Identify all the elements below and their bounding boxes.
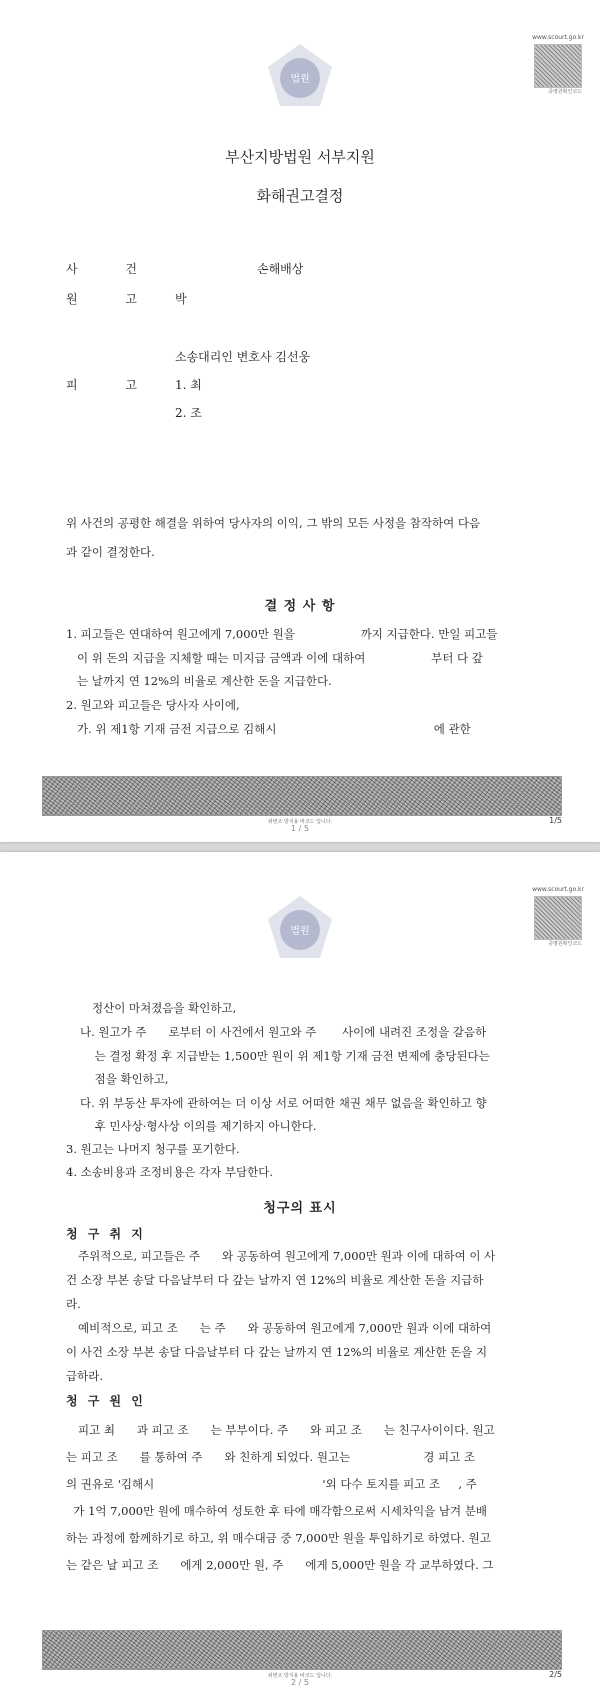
decision-item-line: 가. 위 제1항 기재 금전 지급으로 김해시 에 관한 <box>66 722 471 736</box>
barcode-note: 위변조 방지용 바코드 입니다. <box>267 1673 333 1679</box>
cause-line: 는 피고 조 를 통하여 주 와 친하게 되었다. 원고는 경 피고 조 <box>66 1450 476 1464</box>
decision-cont-line: 후 민사상·형사상 이의를 제기하지 아니한다. <box>80 1119 317 1133</box>
cause-line: 의 권유로 '김해시 '외 다수 토지를 피고 조 , 주 <box>66 1477 477 1491</box>
anti-forgery-barcode <box>42 1630 562 1670</box>
emblem-text: 법원 <box>290 926 310 937</box>
decision-item-line: 는 날까지 연 12%의 비율로 계산한 돈을 지급한다. <box>66 674 332 688</box>
claim-line: 이 사건 소장 부본 송달 다음날부터 다 갚는 날까지 연 12%의 비율로 계산한 돈을 지 <box>66 1345 488 1359</box>
case-value: 손해배상 <box>257 262 304 276</box>
decision-cont-line: 나. 원고가 주 로부터 이 사건에서 원고와 주 사이에 내려진 조정을 갈음하 <box>80 1025 487 1039</box>
cause-line: 는 같은 날 피고 조 에게 2,000만 원, 주 에게 5,000만 원을 각 교부하였다. 그 <box>66 1558 494 1572</box>
qr-code-icon <box>534 44 582 88</box>
claim-purpose-heading: 청 구 취 지 <box>66 1227 146 1241</box>
decision-cont-line: 점을 확인하고, <box>80 1072 169 1086</box>
claim-cause-heading: 청 구 원 인 <box>66 1394 146 1408</box>
attorney: 소송대리인 변호사 김선웅 <box>175 350 311 364</box>
court-emblem-icon <box>262 892 338 968</box>
decision-section-title: 결 정 사 항 <box>264 599 336 614</box>
page-number-right: 2/5 <box>549 1670 562 1679</box>
cause-line: 피고 최 과 피고 조 는 부부이다. 주 와 피고 조 는 친구사이이다. 원고 <box>78 1423 495 1437</box>
cause-line: 가 1억 7,000만 원에 매수하여 성토한 후 타에 매각함으로써 시세차익을 남겨 분배 <box>66 1504 488 1518</box>
decision-item-line: 2. 원고와 피고들은 당사자 사이에, <box>66 698 240 712</box>
plaintiff-label: 원 고 <box>66 292 159 306</box>
case-label: 사 건 <box>66 262 159 276</box>
qr-caption: 증명원확인코드 <box>548 941 582 947</box>
decision-cont-line: 다. 위 부동산 투자에 관하여는 더 이상 서로 어떠한 채권 채무 없음을 확인하고 향 <box>80 1096 487 1110</box>
decision-title: 화해권고결정 <box>256 187 344 205</box>
court-name: 부산지방법원 서부지원 <box>225 148 375 166</box>
decision-item-line: 1. 피고들은 연대하여 원고에게 7,000만 원을 까지 지급한다. 만일 피고들 <box>66 627 498 641</box>
document-page-2 <box>0 852 600 1698</box>
claim-line: 건 소장 부본 송달 다음날부터 다 갚는 날까지 연 12%의 비율로 계산한 돈을 지급하 <box>66 1273 484 1287</box>
intro-line-2: 과 같이 결정한다. <box>66 545 155 559</box>
defendant-2: 2. 조 <box>175 406 202 420</box>
decision-cont-line: 3. 원고는 나머지 청구를 포기한다. <box>66 1142 240 1156</box>
claim-line: 라. <box>66 1297 81 1311</box>
decision-cont-line: 정산이 마쳐졌음을 확인하고, <box>92 1001 237 1015</box>
emblem-text: 법원 <box>290 74 310 85</box>
intro-line-1: 위 사건의 공평한 해결을 위하여 당사자의 이익, 그 밖의 모든 사정을 참작하여 다음 <box>66 516 481 530</box>
qr-caption: 증명원확인코드 <box>548 89 582 95</box>
claim-line: 주위적으로, 피고들은 주 와 공동하여 원고에게 7,000만 원과 이에 대하여 이 사 <box>78 1249 496 1263</box>
anti-forgery-barcode <box>42 776 562 816</box>
court-emblem-icon <box>262 40 338 116</box>
claim-line: 예비적으로, 피고 조 는 주 와 공동하여 원고에게 7,000만 원과 이에 대하여 <box>78 1321 492 1335</box>
document-page-1 <box>0 0 600 842</box>
claim-section-title: 청구의 표시 <box>263 1201 337 1216</box>
page-number: 2 / 5 <box>291 1678 309 1687</box>
cause-line: 하는 과정에 함께하기로 하고, 위 매수대금 중 7,000만 원을 투입하기로 하였다. 원고 <box>66 1531 491 1545</box>
claim-line: 급하라. <box>66 1369 103 1383</box>
site-url: www.scourt.go.kr <box>532 34 584 41</box>
plaintiff-value: 박 <box>175 292 187 306</box>
barcode-note: 위변조 방지용 바코드 입니다. <box>267 819 333 825</box>
site-url: www.scourt.go.kr <box>532 886 584 893</box>
page-number-right: 1/5 <box>549 816 562 825</box>
decision-item-line: 이 위 돈의 지급을 지체할 때는 미지급 금액과 이에 대하여 부터 다 갚 <box>66 651 483 665</box>
decision-cont-line: 는 결정 확정 후 지급받는 1,500만 원이 위 제1항 기재 금전 변제에 충당된다는 <box>80 1049 490 1063</box>
decision-cont-line: 4. 소송비용과 조정비용은 각자 부담한다. <box>66 1165 273 1179</box>
defendant-label: 피 고 <box>66 378 159 392</box>
page-number: 1 / 5 <box>291 824 309 833</box>
qr-code-icon <box>534 896 582 940</box>
defendant-1: 1. 최 <box>175 378 202 392</box>
